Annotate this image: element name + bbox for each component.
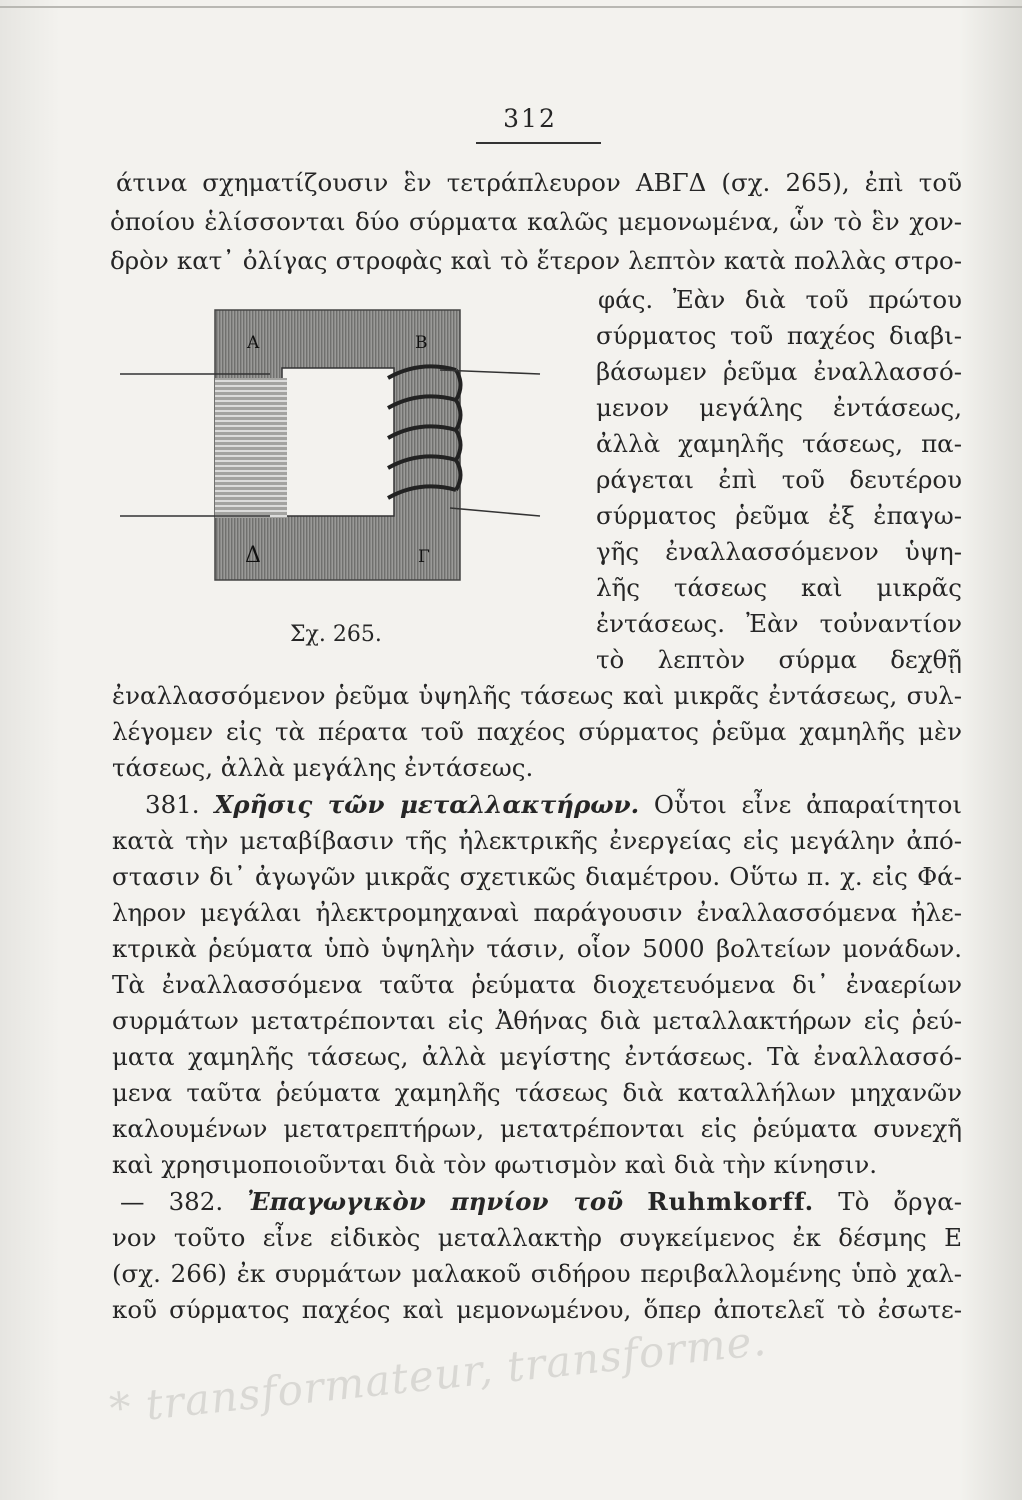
text-line: (σχ. 266) ἐκ συρμάτων μαλακοῦ σιδήρου περιβαλλομένης ὑπὸ χαλ- (112, 1259, 962, 1288)
text-line: φάς. Ἐὰν διὰ τοῦ πρώτου (598, 285, 962, 314)
text-line: ἐντάσεως. Ἐὰν τοὐναντίον (596, 609, 962, 638)
text-line: ἀλλὰ χαμηλῆς τάσεως, πα- (596, 429, 962, 458)
text-line: καλουμένων μετατρεπτήρων, μετατρέπονται εἰς ῥεύματα συνεχῆ (112, 1114, 962, 1143)
corner-label-b: Β (415, 333, 428, 353)
section-number: 381. (145, 790, 200, 819)
section-title: Χρῆσις τῶν μεταλλακτήρων. (214, 790, 640, 819)
dash: — (120, 1187, 145, 1216)
text-line: ράγεται ἐπὶ τοῦ δευτέρου (596, 465, 962, 494)
section-381-heading-line (145, 790, 962, 820)
text-line: τάσεως, ἀλλὰ μεγάλης ἐντάσεως. (112, 753, 534, 782)
text-line: δρὸν κατ᾽ ὀλίγας στροφὰς καὶ τὸ ἕτερον λεπτὸν κατὰ πολλὰς στρο- (110, 246, 962, 275)
text-line: λέγομεν εἰς τὰ πέρατα τοῦ παχέος σύρματος ῥεῦμα χαμηλῆς μὲν (112, 717, 962, 746)
core-window (282, 368, 394, 516)
corner-label-d: Δ (245, 543, 261, 568)
text-line: νον τοῦτο εἶνε εἰδικὸς μεταλλακτὴρ συγκείμενος ἐκ δέσμης Ε (112, 1223, 962, 1252)
text-line: μενον μεγάλης ἐντάσεως, (596, 393, 962, 422)
section-382-heading-line (120, 1187, 962, 1217)
transformer-figure (120, 300, 560, 620)
corner-label-g: Γ (418, 547, 430, 567)
text-line: στασιν δι᾽ ἀγωγῶν μικρᾶς σχετικῶς διαμέτρου. Οὕτω π. χ. εἰς Φά- (112, 862, 962, 891)
text-line: μενα ταῦτα ῥεύματα χαμηλῆς τάσεως διὰ καταλλήλων μηχανῶν (112, 1078, 962, 1107)
wire-lead (450, 508, 540, 516)
page-number-rule (476, 142, 601, 144)
text-line: λῆς τάσεως καὶ μικρᾶς (596, 573, 962, 602)
section-first-text: Οὗτοι εἶνε ἀπαραίτητοι (653, 790, 962, 819)
page-number: 312 (503, 104, 557, 133)
section-first-text: Τὸ ὄργα- (838, 1187, 963, 1216)
text-line: βάσωμεν ῥεῦμα ἐναλλασσό- (596, 357, 962, 386)
thin-winding (215, 378, 287, 518)
text-line: σύρματος τοῦ παχέος διαβι- (596, 321, 962, 350)
text-line: Τὰ ἐναλλασσόμενα ταῦτα ῥεύματα διοχετευόμενα δι᾽ ἐναερίων (112, 970, 962, 999)
text-line: ὁποίου ἑλίσσονται δύο σύρματα καλῶς μεμονωμένα, ὧν τὸ ἓν χον- (110, 207, 962, 236)
text-line: ληρον μεγάλαι ἠλεκτρομηχαναὶ παράγουσιν ἐναλλασσόμενα ἠλε- (112, 898, 962, 927)
text-line: σύρματος ῥεῦμα ἐξ ἐπαγω- (596, 501, 962, 530)
figure-caption: Σχ. 265. (290, 622, 382, 647)
text-line: τὸ λεπτὸν σύρμα δεχθῇ (596, 645, 962, 674)
section-number: 382. (168, 1187, 224, 1216)
top-edge-line (0, 6, 1022, 8)
pencil-margin-note: * transformateur, transforme. (107, 1315, 769, 1434)
text-line: κοῦ σύρματος παχέος καὶ μεμονωμένου, ὅπερ ἀποτελεῖ τὸ ἐσωτε- (112, 1295, 962, 1324)
text-line: κατὰ τὴν μεταβίβασιν τῆς ἠλεκτρικῆς ἐνεργείας εἰς μεγάλην ἀπό- (112, 826, 962, 855)
text-line: κτρικὰ ῥεύματα ὑπὸ ὑψηλὴν τάσιν, οἷον 5000 βολτείων μονάδων. (112, 934, 962, 963)
section-title: Ἐπαγωγικὸν πηνίον τοῦ (247, 1187, 624, 1216)
text-line: γῆς ἐναλλασσόμενον ὑψη- (596, 537, 962, 566)
text-line: ἐναλλασσόμενον ῥεῦμα ὑψηλῆς τάσεως καὶ μικρᾶς ἐντάσεως, συλ- (112, 681, 962, 710)
text-line: ματα χαμηλῆς τάσεως, ἀλλὰ μεγίστης ἐντάσεως. Τὰ ἐναλλασσό- (112, 1042, 962, 1071)
text-line: καὶ χρησιμοποιοῦνται διὰ τὸν φωτισμὸν καὶ διὰ τὴν κίνησιν. (112, 1150, 878, 1179)
text-line: άτινα σχηματίζουσιν ἓν τετράπλευρον ΑΒΓΔ (σχ. 265), ἐπὶ τοῦ (116, 168, 962, 197)
text-line: συρμάτων μετατρέπονται εἰς Ἀθήνας διὰ μεταλλακτήρων εἰς ῥεύ- (112, 1006, 962, 1035)
ruhmkorff-name: Ruhmkorff. (647, 1187, 815, 1216)
corner-label-a: Α (247, 333, 260, 353)
